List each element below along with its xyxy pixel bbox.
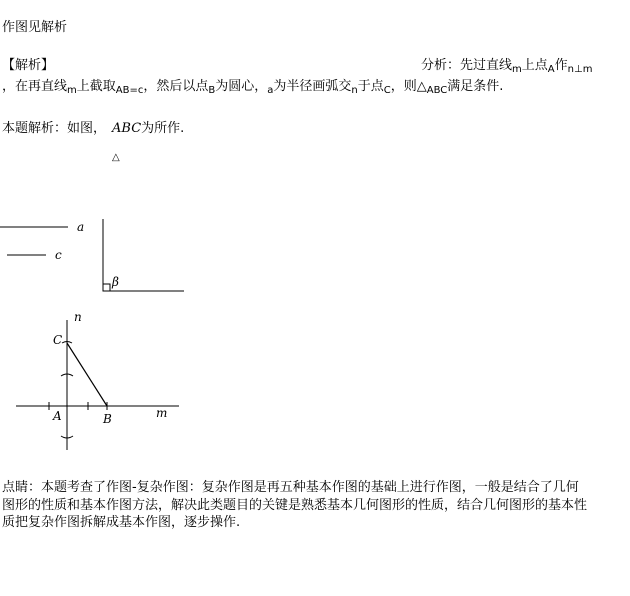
analysis-text: 上截取: [76, 79, 116, 94]
analysis-text: 分析：先过直线: [421, 58, 513, 73]
var-n: n: [351, 85, 358, 96]
solution-text: 本题解析：如图，: [2, 121, 107, 136]
analysis-text: 作: [554, 58, 568, 73]
var-m: m: [67, 85, 77, 96]
var-a: a: [267, 85, 274, 96]
comment-line-2: 图形的性质和基本作图方法，解决此类题目的关键是熟悉基本几何图形的性质，结合几何图形的基本性: [2, 498, 588, 513]
label-c: c: [55, 248, 62, 262]
var-B: B: [208, 85, 216, 96]
analysis-text: 为半径画弧交: [273, 79, 352, 94]
right-angle-mark: [103, 284, 110, 291]
label-beta: β: [112, 275, 119, 289]
label-a: a: [77, 220, 85, 234]
var-ABC: ABC: [112, 121, 142, 136]
analysis-text: 为圆心，: [215, 79, 268, 94]
solution-text: 为所作.: [141, 121, 185, 136]
analysis-text: 上点: [521, 58, 548, 73]
label-C: C: [53, 333, 63, 347]
answer-heading: 作图见解析: [2, 20, 68, 35]
label-n: n: [74, 310, 82, 324]
triangle-symbol: △: [112, 152, 120, 163]
var-m: m: [512, 64, 522, 75]
comment-line-1: 点睛：本题考查了作图-复杂作图：复杂作图是再五种基本作图的基础上进行作图，一般是结合了几何: [2, 480, 579, 495]
label-m: m: [156, 406, 168, 420]
var-ABC: ABC: [426, 85, 448, 96]
analysis-text: ，则△: [390, 79, 427, 94]
var-C: C: [383, 85, 391, 96]
analysis-text: ，然后以点: [143, 79, 209, 94]
comment-line-3: 质把复杂作图拆解成基本作图，逐步操作.: [2, 515, 241, 530]
analysis-label: 【解析】: [2, 58, 55, 73]
segment-BC: [67, 343, 107, 406]
var-n-perp-m: n⊥m: [567, 64, 593, 75]
label-B: B: [103, 412, 112, 426]
var-AB-eq-c: AB=c: [115, 85, 144, 96]
analysis-text: 满足条件.: [447, 79, 504, 94]
analysis-text: 于点: [357, 79, 384, 94]
label-A: A: [53, 409, 62, 423]
analysis-text: ，在再直线: [2, 79, 68, 94]
var-A: A: [547, 64, 555, 75]
